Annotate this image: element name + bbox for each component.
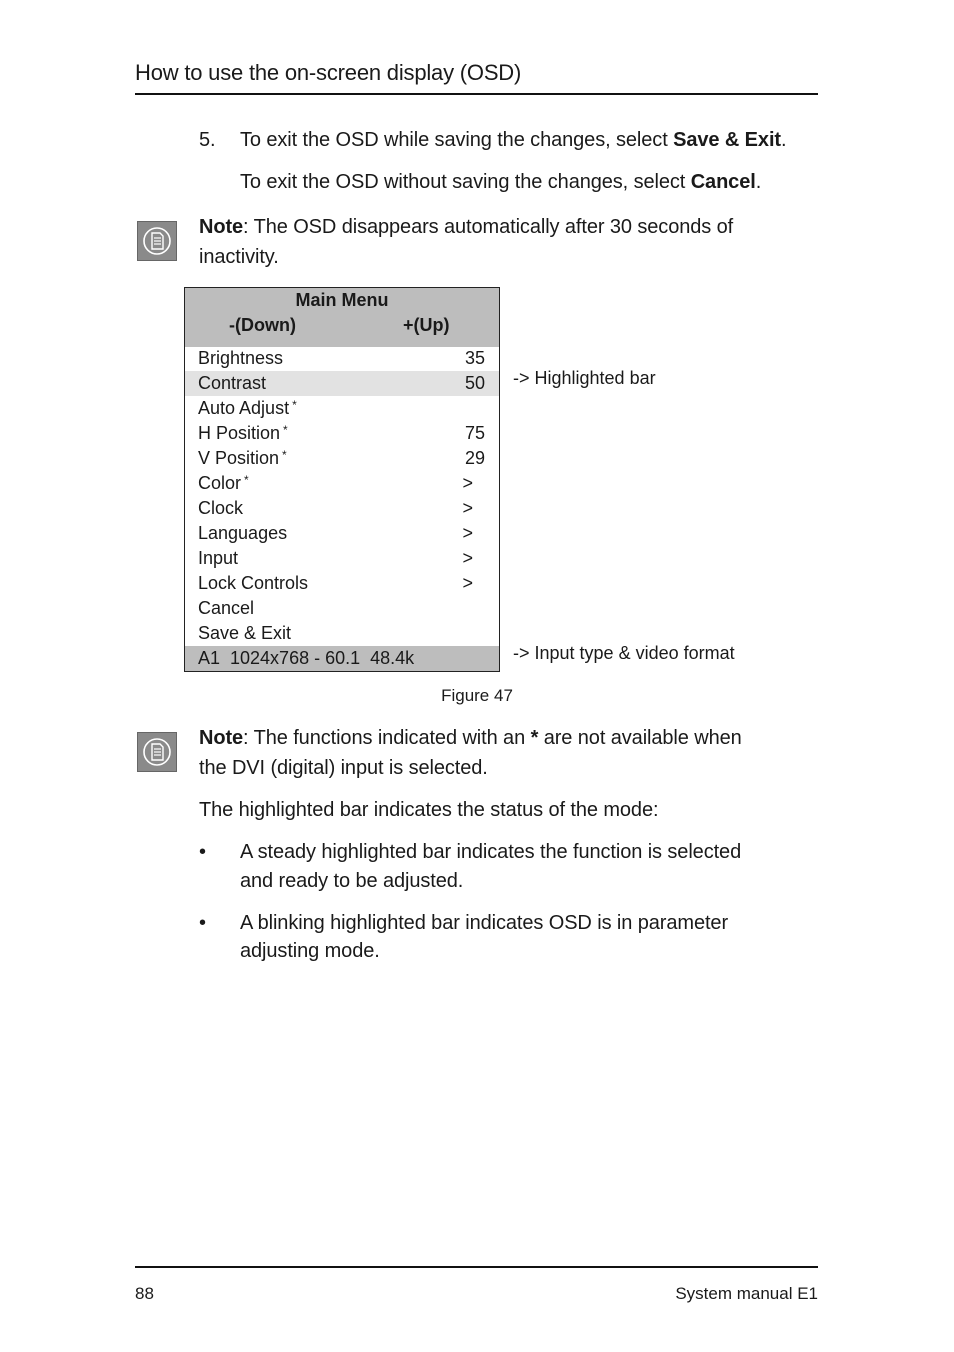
osd-menu-item	[185, 471, 499, 496]
page-number: 88	[135, 1284, 154, 1303]
osd-title: Main Menu	[295, 290, 389, 310]
manual-name: System manual E1	[675, 1284, 818, 1303]
osd-item-label-text: Cancel	[198, 598, 255, 618]
osd-item-label	[198, 546, 238, 571]
bullet-symbol: •	[199, 841, 206, 863]
figure-caption: Figure 47	[441, 686, 513, 705]
osd-status-text: A1 1024x768 - 60.1 48.4k	[198, 648, 415, 668]
osd-item-label	[198, 571, 308, 596]
osd-item-label	[198, 471, 249, 496]
note-2-text-a: : The functions indicated with an	[243, 727, 531, 749]
note-icon	[137, 221, 177, 261]
note-1-label: Note	[199, 216, 244, 238]
osd-menu-item	[185, 396, 499, 421]
note-2-text-b: are not available when	[538, 727, 742, 749]
bullet-symbol: •	[199, 912, 206, 934]
bullet-2-line-1: A blinking highlighted bar indicates OSD is in parameter	[240, 912, 729, 934]
osd-menu-item	[185, 496, 499, 521]
osd-item-asterisk: *	[282, 448, 287, 462]
osd-item-label-text: Clock	[198, 498, 244, 518]
bullet-1-line-1: A steady highlighted bar indicates the function is selected	[240, 841, 742, 863]
osd-item-value: 50	[464, 373, 485, 393]
osd-menu-item	[185, 346, 499, 371]
bullet-2-line-2: adjusting mode.	[240, 940, 380, 962]
callout-highlighted-bar: -> Highlighted bar	[513, 368, 656, 388]
osd-menu-item	[185, 546, 499, 571]
note-1-line-1	[199, 213, 733, 242]
osd-menu-item	[185, 521, 499, 546]
page-header-title: How to use the on-screen display (OSD)	[135, 60, 522, 85]
osd-item-value: 75	[464, 423, 485, 443]
osd-menu-item-highlighted	[185, 371, 499, 396]
osd-item-label	[198, 521, 287, 546]
osd-item-value: 29	[464, 448, 485, 468]
osd-item-asterisk: *	[292, 398, 297, 412]
step-line-1	[240, 126, 786, 155]
step-number: 5.	[199, 129, 216, 151]
bullet-1-line-2: and ready to be adjusted.	[240, 870, 464, 892]
osd-item-label	[198, 596, 254, 621]
osd-item-value: >	[462, 573, 473, 593]
step-line-2	[240, 168, 761, 197]
note-2-star: *	[530, 727, 539, 749]
osd-item-value: >	[462, 473, 473, 493]
osd-menu-item	[185, 596, 499, 621]
osd-menu-item	[185, 421, 499, 446]
osd-item-label-text: Save & Exit	[198, 623, 292, 643]
header-rule	[135, 93, 818, 95]
osd-item-label-text: Input	[198, 548, 239, 568]
status-paragraph: The highlighted bar indicates the status of the mode:	[199, 799, 659, 821]
osd-menu-item	[185, 621, 499, 646]
osd-item-label-text: V Position	[198, 448, 280, 468]
osd-status-bar	[185, 646, 499, 671]
osd-up-label: +(Up)	[403, 315, 450, 335]
osd-item-label	[198, 621, 291, 646]
osd-item-label-text: Lock Controls	[198, 573, 309, 593]
note-2-line-2: the DVI (digital) input is selected.	[199, 757, 488, 779]
note-2-line-1	[199, 724, 742, 753]
note-icon	[137, 732, 177, 772]
osd-item-label	[198, 446, 287, 471]
osd-item-asterisk: *	[244, 473, 249, 487]
osd-down-label: -(Down)	[229, 315, 296, 335]
osd-item-label	[198, 371, 266, 396]
step-line-2-text: To exit the OSD without saving the changes, select	[240, 171, 691, 193]
osd-item-value: 35	[464, 348, 485, 368]
save-exit-term: Save & Exit	[673, 129, 781, 151]
osd-item-label	[198, 396, 297, 421]
osd-item-label-text: H Position	[198, 423, 281, 443]
osd-item-label-text: Auto Adjust	[198, 398, 290, 418]
osd-item-value: >	[462, 548, 473, 568]
step-line-1-end: .	[780, 129, 787, 151]
osd-item-label-text: Contrast	[198, 373, 267, 393]
osd-item-value: >	[462, 498, 473, 518]
step-line-1-text: To exit the OSD while saving the changes, select	[240, 129, 674, 151]
osd-item-asterisk: *	[283, 423, 288, 437]
cancel-term: Cancel	[690, 171, 756, 193]
osd-item-label-text: Languages	[198, 523, 288, 543]
note-1-line-2: inactivity.	[199, 246, 279, 268]
osd-item-label	[198, 346, 283, 371]
osd-header	[185, 288, 499, 347]
step-line-2-end: .	[755, 171, 762, 193]
callout-input-type: -> Input type & video format	[513, 643, 735, 663]
osd-item-label-text: Color	[198, 473, 242, 493]
osd-menu-item	[185, 446, 499, 471]
footer-rule	[135, 1266, 818, 1268]
osd-main-menu	[184, 287, 500, 672]
osd-item-label	[198, 496, 243, 521]
osd-item-value: >	[462, 523, 473, 543]
note-2-label: Note	[199, 727, 244, 749]
osd-item-label-text: Brightness	[198, 348, 284, 368]
note-1-text: : The OSD disappears automatically after 30 seconds of	[243, 216, 734, 238]
osd-item-label	[198, 421, 288, 446]
osd-menu-item	[185, 571, 499, 596]
